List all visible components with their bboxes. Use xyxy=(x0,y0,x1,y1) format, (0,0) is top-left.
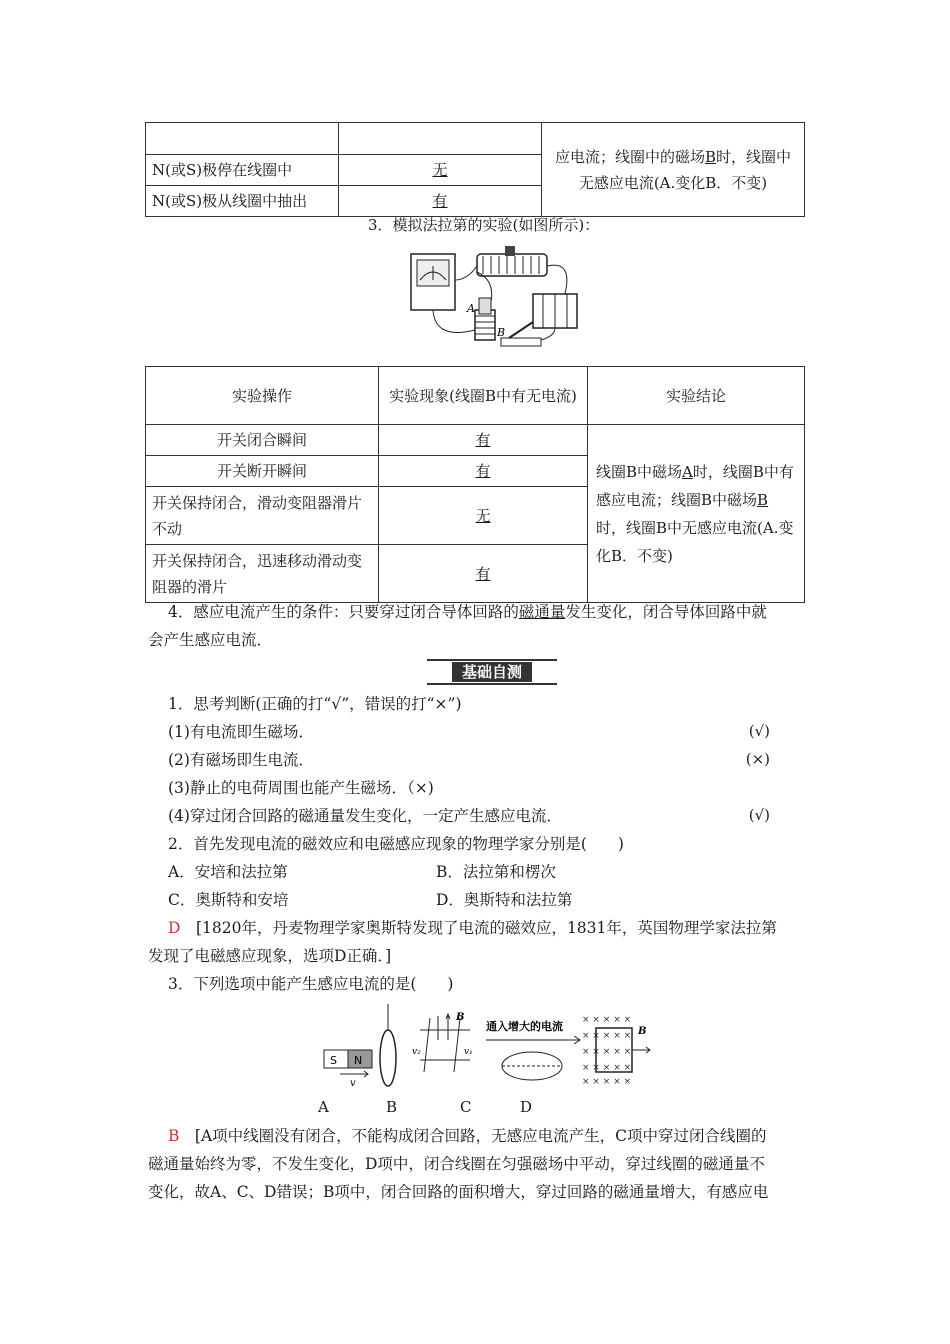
q3-explain-line1: B [A项中线圈没有闭合，不能构成闭合回路，无感应电流产生，C项中穿过闭合线圈的 xyxy=(168,1127,767,1145)
item4-line1: 4．感应电流产生的条件：只要穿过闭合导体回路的磁通量发生变化，闭合导体回路中就 xyxy=(168,603,767,621)
table-cell: 有 xyxy=(339,186,542,217)
table-cell: 开关断开瞬间 xyxy=(146,456,379,487)
item4-line2: 会产生感应电流． xyxy=(148,631,273,649)
table-cell: 有 xyxy=(379,545,588,603)
table-conclusion: 应电流；线圈中的磁场B时，线圈中无感应电流(A.变化B．不变) xyxy=(542,123,805,217)
svg-text:B: B xyxy=(638,1026,647,1037)
q1-mark-2: (×) xyxy=(745,750,770,768)
label-b: B xyxy=(497,326,506,339)
q1-item-1: (1)有电流即生磁场． xyxy=(168,723,314,741)
q2-stem: 2．首先发现电流的磁效应和电磁感应现象的物理学家分别是( ) xyxy=(168,835,624,853)
section-banner: 基础自测 xyxy=(427,659,557,685)
rheostat xyxy=(477,254,547,276)
table-cell: N(或S)极停在线圈中 xyxy=(146,155,339,186)
svg-text:× × × × ×: × × × × × xyxy=(582,1077,632,1087)
q3-letter-a: A xyxy=(318,1098,329,1116)
switch xyxy=(501,338,541,346)
hanging-ring xyxy=(380,1030,396,1086)
q2-explain-line1: D [1820年，丹麦物理学家奥斯特发现了电流的磁效应，1831年，英国物理学家法拉第 xyxy=(168,919,777,937)
table-header: 实验结论 xyxy=(588,367,805,425)
table-header: 实验操作 xyxy=(146,367,379,425)
svg-text:v₂: v₂ xyxy=(412,1047,421,1057)
table-cell: 开关闭合瞬间 xyxy=(146,425,379,456)
table-cell xyxy=(146,123,339,155)
table-cell xyxy=(339,123,542,155)
item3-title: 3．模拟法拉第的实验(如图所示)： xyxy=(368,216,600,234)
svg-text:N: N xyxy=(354,1054,363,1067)
q3-letter-c: C xyxy=(460,1098,472,1116)
q3-explain-line2: 磁通量始终为零，不发生变化，D项中，闭合线圈在匀强磁场中平动，穿过线圈的磁通量不 xyxy=(148,1155,765,1173)
coil-a xyxy=(479,298,491,314)
svg-text:B: B xyxy=(456,1012,465,1023)
table-cell: 有 xyxy=(379,425,588,456)
q2-option-b: B．法拉第和楞次 xyxy=(436,863,556,881)
q2-option-c: C．奥斯特和安培 xyxy=(168,891,289,909)
svg-text:× × × × ×: × × × × × xyxy=(582,1031,632,1041)
table-conclusion: 线圈B中磁场A时，线圈B中有感应电流；线圈B中磁场B时，线圈B中无感应电流(A.变化B．不变) xyxy=(588,425,805,603)
table-cell: 开关保持闭合，迅速移动滑动变阻器的滑片 xyxy=(146,545,379,603)
svg-text:通入增大的电流: 通入增大的电流 xyxy=(486,1020,563,1033)
table-header: 实验现象(线圈B中有无电流) xyxy=(379,367,588,425)
table-magnet-experiment xyxy=(145,122,805,217)
q2-explain-line2: 发现了电磁感应现象，选项D正确．] xyxy=(148,947,392,965)
svg-text:× × × × ×: × × × × × xyxy=(582,1063,632,1073)
q1-mark-1: (√) xyxy=(748,722,770,740)
q1-mark-4: (√) xyxy=(748,806,770,824)
q2-option-a: A．安培和法拉第 xyxy=(168,863,288,881)
table-cell: N(或S)极从线圈中抽出 xyxy=(146,186,339,217)
q2-option-d: D．奥斯特和法拉第 xyxy=(436,891,573,909)
q1-item-3: (3)静止的电荷周围也能产生磁场．（×) xyxy=(168,779,434,797)
svg-text:× × × × ×: × × × × × xyxy=(582,1015,632,1025)
q3-letter-b: B xyxy=(386,1098,398,1116)
q3-letter-d: D xyxy=(520,1098,533,1116)
svg-text:× × × × ×: × × × × × xyxy=(582,1047,632,1057)
table-cell: 开关保持闭合，滑动变阻器滑片不动 xyxy=(146,487,379,545)
table-cell: 有 xyxy=(379,456,588,487)
q2-answer: D xyxy=(168,919,181,937)
table-faraday-experiment xyxy=(145,366,805,603)
q1-item-4: (4)穿过闭合回路的磁通量发生变化，一定产生感应电流． xyxy=(168,807,562,825)
table-cell: 无 xyxy=(379,487,588,545)
q3-stem: 3．下列选项中能产生感应电流的是( ) xyxy=(168,975,454,993)
svg-text:v: v xyxy=(350,1078,356,1089)
svg-text:v₁: v₁ xyxy=(464,1047,473,1057)
q3-explain-line3: 变化，故A、C、D错误；B项中，闭合回路的面积增大，穿过回路的磁通量增大，有感应电 xyxy=(148,1183,769,1201)
table-cell: 无 xyxy=(339,155,542,186)
q1-stem: 1．思考判断(正确的打“√”，错误的打“×”) xyxy=(168,695,462,713)
label-a: A xyxy=(467,302,475,315)
faraday-figure xyxy=(405,240,585,358)
q3-answer: B xyxy=(168,1127,180,1145)
svg-text:S: S xyxy=(330,1054,337,1067)
q3-figure xyxy=(320,1000,670,1092)
q1-item-2: (2)有磁场即生电流． xyxy=(168,751,314,769)
